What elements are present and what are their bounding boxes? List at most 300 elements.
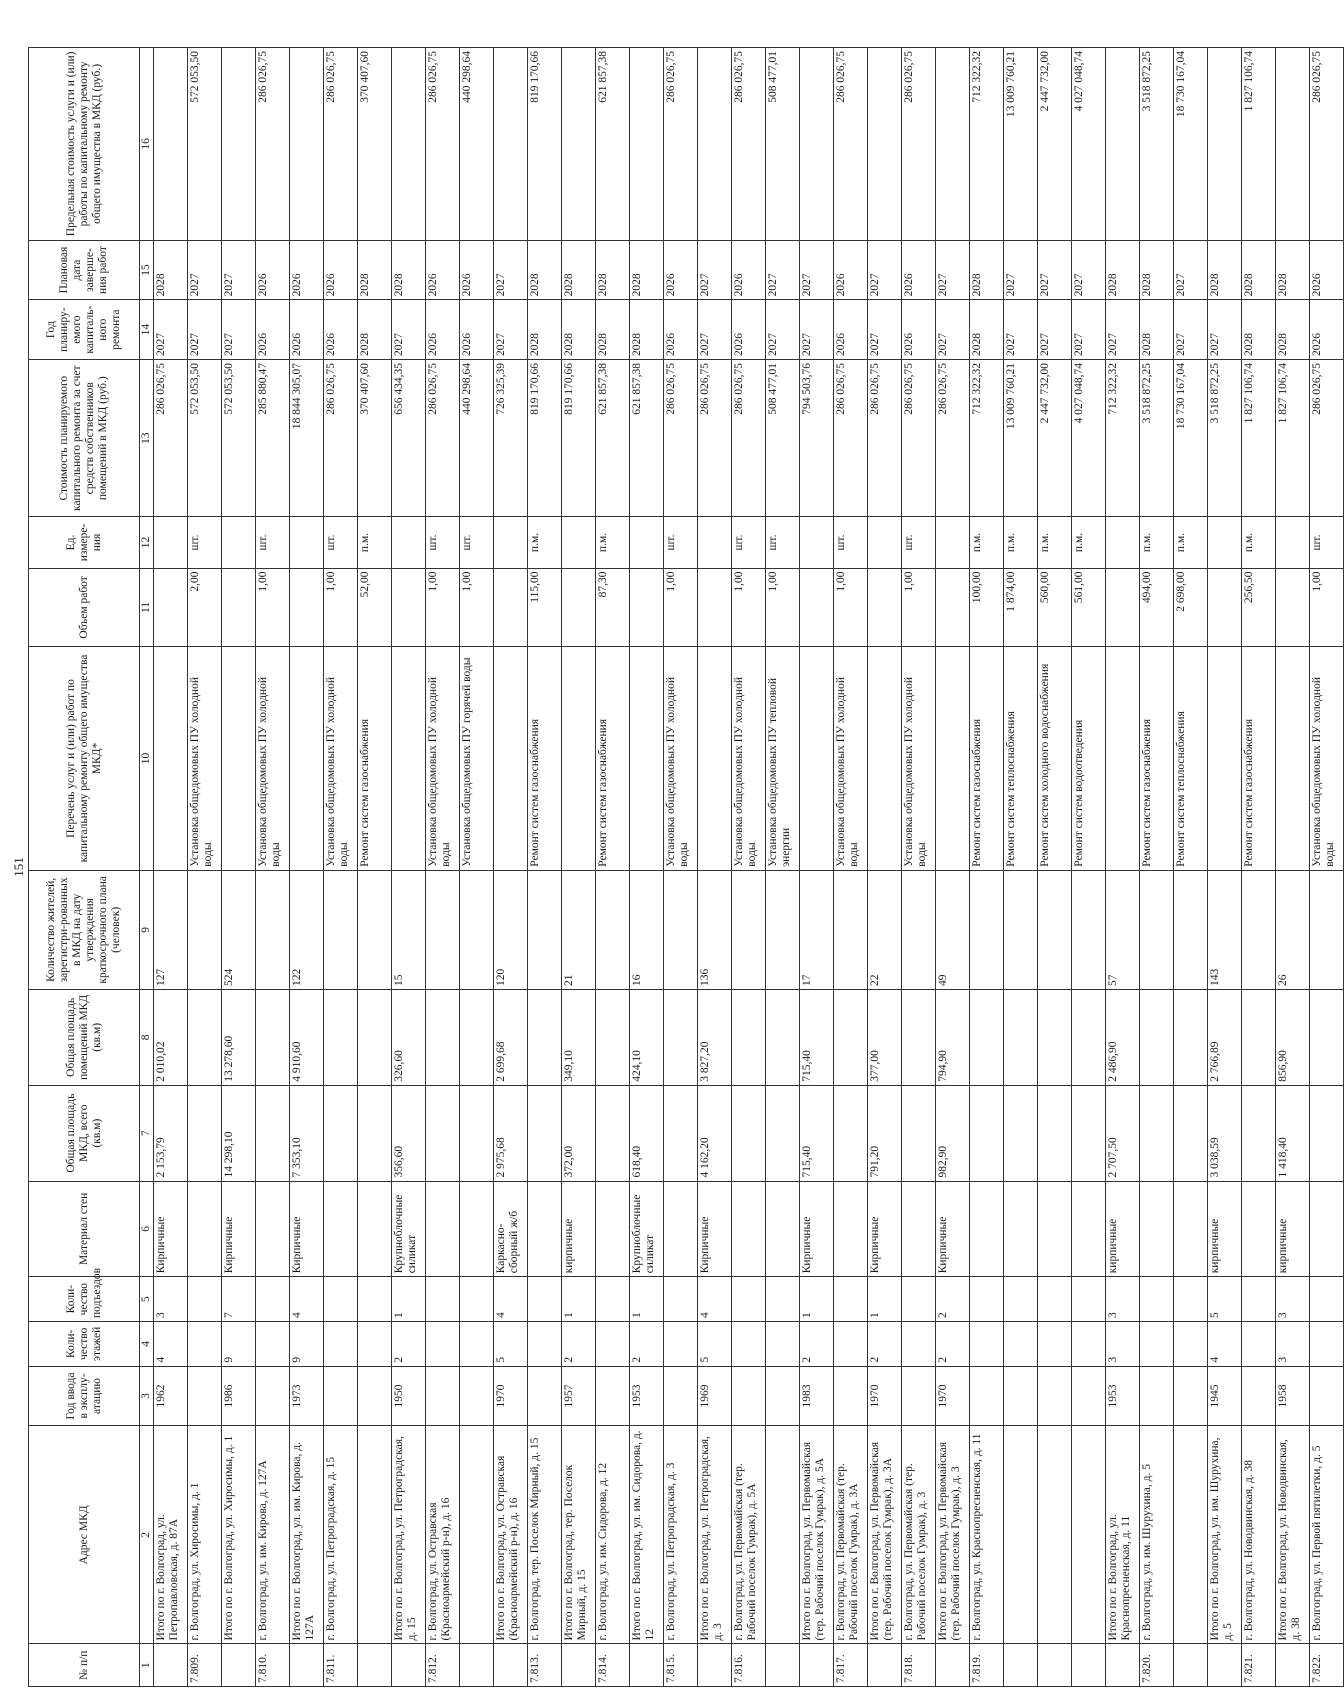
table-body bbox=[154, 48, 1344, 1687]
cell-col-4 bbox=[902, 1321, 936, 1366]
cell-col-11 bbox=[868, 568, 902, 647]
cell-col-5: 5 bbox=[1208, 1277, 1242, 1322]
cell-col-8 bbox=[664, 989, 698, 1085]
cell-col-4 bbox=[664, 1321, 698, 1366]
cell-col-16 bbox=[392, 48, 426, 241]
cell-col-6 bbox=[1072, 1181, 1106, 1277]
cell-col-12 bbox=[494, 517, 528, 568]
cell-col-6 bbox=[1038, 1181, 1072, 1277]
cell-col-3 bbox=[902, 1366, 936, 1426]
cell-col-11: 87,30 bbox=[596, 568, 630, 647]
cell-col-9 bbox=[324, 870, 358, 989]
cell-col-3 bbox=[528, 1366, 562, 1426]
column-number-10: 10 bbox=[140, 647, 154, 871]
cell-col-15: 2027 bbox=[494, 240, 528, 300]
cell-col-8 bbox=[358, 989, 392, 1085]
total-row bbox=[392, 48, 426, 1687]
cell-col-5: 1 bbox=[562, 1277, 596, 1322]
cell-col-16: 508 477,01 bbox=[766, 48, 800, 241]
column-number-9: 9 bbox=[140, 870, 154, 989]
cell-col-13: 286 026,75 bbox=[936, 359, 970, 517]
cell-col-9 bbox=[460, 870, 494, 989]
cell-col-4: 2 bbox=[868, 1321, 902, 1366]
cell-col-13: 286 026,75 bbox=[698, 359, 732, 517]
cell-col-9 bbox=[1242, 870, 1276, 989]
cell-col-14: 2027 bbox=[936, 300, 970, 360]
cell-col-13: 656 434,35 bbox=[392, 359, 426, 517]
cell-col-9 bbox=[596, 870, 630, 989]
total-row bbox=[800, 48, 834, 1687]
column-header-1: № п/п bbox=[29, 1644, 140, 1687]
column-header-15: Плановая дата заверше-ния работ bbox=[29, 240, 140, 300]
cell-col-14: 2026 bbox=[426, 300, 460, 360]
cell-col-11: 1,00 bbox=[1310, 568, 1344, 647]
cell-col-6 bbox=[256, 1181, 290, 1277]
cell-col-9 bbox=[256, 870, 290, 989]
column-header-8: Общая площадь помещений МКД (кв.м) bbox=[29, 989, 140, 1085]
cell-col-4: 2 bbox=[936, 1321, 970, 1366]
cell-col-4 bbox=[1072, 1321, 1106, 1366]
cell-col-11 bbox=[290, 568, 324, 647]
cell-col-15: 2026 bbox=[290, 240, 324, 300]
cell-col-15: 2028 bbox=[1242, 240, 1276, 300]
cell-col-8 bbox=[324, 989, 358, 1085]
cell-col-14: 2027 bbox=[1174, 300, 1208, 360]
cell-col-4 bbox=[188, 1321, 222, 1366]
cell-col-1: 7.819. bbox=[970, 1644, 1004, 1687]
cell-col-12: п.м. bbox=[1140, 517, 1174, 568]
table-row bbox=[188, 48, 222, 1687]
cell-col-15: 2027 bbox=[1038, 240, 1072, 300]
cell-col-10: Установка общедомовых ПУ холодной воды bbox=[732, 647, 766, 871]
cell-col-16: 3 518 872,25 bbox=[1140, 48, 1174, 241]
total-row bbox=[1276, 48, 1310, 1687]
cell-col-6 bbox=[970, 1181, 1004, 1277]
cell-col-11 bbox=[936, 568, 970, 647]
cell-col-13: 18 730 167,04 bbox=[1174, 359, 1208, 517]
cell-col-16: 819 170,66 bbox=[528, 48, 562, 241]
cell-col-11: 1,00 bbox=[902, 568, 936, 647]
cell-col-1 bbox=[698, 1644, 732, 1687]
column-number-6: 6 bbox=[140, 1181, 154, 1277]
cell-col-10: Ремонт систем холодного водоснабжения bbox=[1038, 647, 1072, 871]
cell-col-13: 18 844 305,07 bbox=[290, 359, 324, 517]
column-number-5: 5 bbox=[140, 1277, 154, 1322]
cell-col-12: шт. bbox=[766, 517, 800, 568]
cell-col-3: 1957 bbox=[562, 1366, 596, 1426]
header-row bbox=[29, 48, 140, 1687]
cell-col-4: 5 bbox=[698, 1321, 732, 1366]
cell-col-2: Итого по г. Волгоград, ул. им. Сидорова, д. 12 bbox=[630, 1426, 664, 1644]
cell-col-8: 349,10 bbox=[562, 989, 596, 1085]
cell-col-16: 13 009 760,21 bbox=[1004, 48, 1038, 241]
cell-col-13: 1 827 106,74 bbox=[1242, 359, 1276, 517]
cell-col-9: 524 bbox=[222, 870, 256, 989]
cell-col-12 bbox=[1276, 517, 1310, 568]
cell-col-12: п.м. bbox=[358, 517, 392, 568]
cell-col-16 bbox=[868, 48, 902, 241]
cell-col-2: Итого по г. Волгоград, ул. Остравская (Красноармейский р-н), д. 16 bbox=[494, 1426, 528, 1644]
cell-col-2: г. Волгоград, ул. Петроградская, д. 3 bbox=[664, 1426, 698, 1644]
cell-col-11 bbox=[222, 568, 256, 647]
cell-col-6 bbox=[1242, 1181, 1276, 1277]
cell-col-1: 7.822. bbox=[1310, 1644, 1344, 1687]
cell-col-3: 1958 bbox=[1276, 1366, 1310, 1426]
cell-col-7 bbox=[426, 1085, 460, 1181]
cell-col-4: 9 bbox=[222, 1321, 256, 1366]
cell-col-2: Итого по г. Волгоград, ул. Первомайская (тер. Рабочий поселок Гумрак), д. 3А bbox=[868, 1426, 902, 1644]
cell-col-4 bbox=[1004, 1321, 1038, 1366]
cell-col-14: 2026 bbox=[324, 300, 358, 360]
cell-col-8 bbox=[902, 989, 936, 1085]
cell-col-9: 17 bbox=[800, 870, 834, 989]
cell-col-3: 1986 bbox=[222, 1366, 256, 1426]
cell-col-14: 2026 bbox=[732, 300, 766, 360]
cell-col-2: г. Волгоград, ул. Петроградская, д. 15 bbox=[324, 1426, 358, 1644]
cell-col-8 bbox=[188, 989, 222, 1085]
cell-col-9 bbox=[766, 870, 800, 989]
cell-col-10: Установка общедомовых ПУ холодной воды bbox=[324, 647, 358, 871]
cell-col-6: кирпичные bbox=[1276, 1181, 1310, 1277]
cell-col-10 bbox=[630, 647, 664, 871]
cell-col-16 bbox=[800, 48, 834, 241]
cell-col-14: 2026 bbox=[834, 300, 868, 360]
cell-col-7 bbox=[834, 1085, 868, 1181]
cell-col-2: Итого по г. Волгоград, ул. Хиросимы, д. 1 bbox=[222, 1426, 256, 1644]
cell-col-3 bbox=[1072, 1366, 1106, 1426]
cell-col-8: 3 827,20 bbox=[698, 989, 732, 1085]
cell-col-2: Итого по г. Волгоград, ул. им. Шурухина, д. 5 bbox=[1208, 1426, 1242, 1644]
table-row bbox=[1072, 48, 1106, 1687]
cell-col-13: 3 518 872,25 bbox=[1208, 359, 1242, 517]
cell-col-11: 1 874,00 bbox=[1004, 568, 1038, 647]
cell-col-11: 1,00 bbox=[834, 568, 868, 647]
cell-col-2 bbox=[1038, 1426, 1072, 1644]
cell-col-10: Ремонт систем газоснабжения bbox=[970, 647, 1004, 871]
cell-col-7: 3 038,59 bbox=[1208, 1085, 1242, 1181]
cell-col-14: 2026 bbox=[256, 300, 290, 360]
cell-col-6 bbox=[1004, 1181, 1038, 1277]
cell-col-6 bbox=[1140, 1181, 1174, 1277]
table-row bbox=[664, 48, 698, 1687]
cell-col-15: 2026 bbox=[664, 240, 698, 300]
cell-col-15: 2028 bbox=[392, 240, 426, 300]
cell-col-15: 2028 bbox=[358, 240, 392, 300]
cell-col-8 bbox=[1174, 989, 1208, 1085]
cell-col-10 bbox=[222, 647, 256, 871]
cell-col-15: 2026 bbox=[1310, 240, 1344, 300]
cell-col-8: 2 486,90 bbox=[1106, 989, 1140, 1085]
cell-col-1 bbox=[1072, 1644, 1106, 1687]
cell-col-15: 2027 bbox=[1072, 240, 1106, 300]
cell-col-16: 440 298,64 bbox=[460, 48, 494, 241]
cell-col-5 bbox=[1038, 1277, 1072, 1322]
cell-col-1 bbox=[1004, 1644, 1038, 1687]
cell-col-8 bbox=[1140, 989, 1174, 1085]
cell-col-4 bbox=[1140, 1321, 1174, 1366]
cell-col-7 bbox=[732, 1085, 766, 1181]
cell-col-3 bbox=[596, 1366, 630, 1426]
cell-col-3 bbox=[1242, 1366, 1276, 1426]
cell-col-13: 726 325,39 bbox=[494, 359, 528, 517]
cell-col-5 bbox=[834, 1277, 868, 1322]
cell-col-13: 286 026,75 bbox=[902, 359, 936, 517]
cell-col-9 bbox=[970, 870, 1004, 989]
cell-col-7: 372,00 bbox=[562, 1085, 596, 1181]
cell-col-14: 2026 bbox=[1310, 300, 1344, 360]
cell-col-16: 370 407,60 bbox=[358, 48, 392, 241]
cell-col-16 bbox=[562, 48, 596, 241]
cell-col-2: Итого по г. Волгоград, ул. им. Кирова, д. 127А bbox=[290, 1426, 324, 1644]
cell-col-7: 1 418,40 bbox=[1276, 1085, 1310, 1181]
cell-col-6: Крупноблочные силикат bbox=[392, 1181, 426, 1277]
cell-col-14: 2027 bbox=[800, 300, 834, 360]
cell-col-12 bbox=[562, 517, 596, 568]
cell-col-3 bbox=[834, 1366, 868, 1426]
cell-col-15: 2028 bbox=[970, 240, 1004, 300]
cell-col-1 bbox=[358, 1644, 392, 1687]
cell-col-16: 286 026,75 bbox=[664, 48, 698, 241]
cell-col-10: Установка общедомовых ПУ холодной воды bbox=[1310, 647, 1344, 871]
cell-col-16: 712 322,32 bbox=[970, 48, 1004, 241]
cell-col-12: п.м. bbox=[528, 517, 562, 568]
cell-col-7: 4 162,20 bbox=[698, 1085, 732, 1181]
column-header-2: Адрес МКД bbox=[29, 1426, 140, 1644]
cell-col-12: п.м. bbox=[970, 517, 1004, 568]
cell-col-1 bbox=[562, 1644, 596, 1687]
cell-col-11: 561,00 bbox=[1072, 568, 1106, 647]
column-header-7: Общая площадь МКД, всего (кв.м) bbox=[29, 1085, 140, 1181]
cell-col-13: 819 170,66 bbox=[528, 359, 562, 517]
column-number-2: 2 bbox=[140, 1426, 154, 1644]
cell-col-11: 1,00 bbox=[256, 568, 290, 647]
cell-col-1 bbox=[800, 1644, 834, 1687]
cell-col-4: 4 bbox=[1208, 1321, 1242, 1366]
cell-col-9 bbox=[732, 870, 766, 989]
column-number-7: 7 bbox=[140, 1085, 154, 1181]
column-number-1: 1 bbox=[140, 1644, 154, 1687]
cell-col-15: 2026 bbox=[256, 240, 290, 300]
cell-col-1 bbox=[1038, 1644, 1072, 1687]
cell-col-7: 14 298,10 bbox=[222, 1085, 256, 1181]
total-row bbox=[1208, 48, 1242, 1687]
cell-col-4 bbox=[834, 1321, 868, 1366]
cell-col-15: 2027 bbox=[868, 240, 902, 300]
cell-col-4 bbox=[732, 1321, 766, 1366]
cell-col-7 bbox=[460, 1085, 494, 1181]
cell-col-6 bbox=[358, 1181, 392, 1277]
cell-col-8: 377,00 bbox=[868, 989, 902, 1085]
cell-col-2 bbox=[460, 1426, 494, 1644]
cell-col-4: 2 bbox=[630, 1321, 664, 1366]
column-number-3: 3 bbox=[140, 1366, 154, 1426]
cell-col-10: Ремонт систем газоснабжения bbox=[596, 647, 630, 871]
cell-col-16 bbox=[290, 48, 324, 241]
cell-col-11 bbox=[1106, 568, 1140, 647]
cell-col-10: Установка общедомовых ПУ холодной воды bbox=[256, 647, 290, 871]
cell-col-11 bbox=[392, 568, 426, 647]
cell-col-1 bbox=[630, 1644, 664, 1687]
cell-col-11: 2 698,00 bbox=[1174, 568, 1208, 647]
cell-col-12: п.м. bbox=[1174, 517, 1208, 568]
cell-col-7 bbox=[1174, 1085, 1208, 1181]
cell-col-10: Установка общедомовых ПУ тепловой энергии bbox=[766, 647, 800, 871]
cell-col-5 bbox=[358, 1277, 392, 1322]
cell-col-7 bbox=[664, 1085, 698, 1181]
cell-col-14: 2028 bbox=[596, 300, 630, 360]
cell-col-14: 2027 bbox=[1106, 300, 1140, 360]
cell-col-1 bbox=[1174, 1644, 1208, 1687]
cell-col-6 bbox=[766, 1181, 800, 1277]
cell-col-16: 1 827 106,74 bbox=[1242, 48, 1276, 241]
cell-col-6: Кирпичные bbox=[936, 1181, 970, 1277]
cell-col-5: 3 bbox=[154, 1277, 188, 1322]
cell-col-7 bbox=[1310, 1085, 1344, 1181]
cell-col-12: п.м. bbox=[1004, 517, 1038, 568]
cell-col-3 bbox=[732, 1366, 766, 1426]
cell-col-4 bbox=[528, 1321, 562, 1366]
cell-col-1: 7.814. bbox=[596, 1644, 630, 1687]
cell-col-12: п.м. bbox=[596, 517, 630, 568]
cell-col-16: 286 026,75 bbox=[834, 48, 868, 241]
cell-col-10: Ремонт систем теплоснабжения bbox=[1174, 647, 1208, 871]
cell-col-15: 2028 bbox=[562, 240, 596, 300]
cell-col-10 bbox=[1276, 647, 1310, 871]
cell-col-15: 2026 bbox=[324, 240, 358, 300]
cell-col-3: 1969 bbox=[698, 1366, 732, 1426]
cell-col-7 bbox=[596, 1085, 630, 1181]
cell-col-14: 2026 bbox=[460, 300, 494, 360]
cell-col-12: п.м. bbox=[1242, 517, 1276, 568]
cell-col-14: 2028 bbox=[1140, 300, 1174, 360]
cell-col-12: шт. bbox=[460, 517, 494, 568]
cell-col-11 bbox=[154, 568, 188, 647]
cell-col-6 bbox=[460, 1181, 494, 1277]
cell-col-3: 1970 bbox=[494, 1366, 528, 1426]
cell-col-11: 1,00 bbox=[324, 568, 358, 647]
total-row bbox=[936, 48, 970, 1687]
cell-col-6: Кирпичные bbox=[154, 1181, 188, 1277]
cell-col-2: г. Волгоград, ул. им. Шурухина, д. 5 bbox=[1140, 1426, 1174, 1644]
cell-col-9: 22 bbox=[868, 870, 902, 989]
cell-col-10: Ремонт систем теплоснабжения bbox=[1004, 647, 1038, 871]
cell-col-12 bbox=[800, 517, 834, 568]
column-header-10: Перечень услуг и (или) работ по капитальному ремонту общего имущества МКД* bbox=[29, 647, 140, 871]
cell-col-11: 2,00 bbox=[188, 568, 222, 647]
cell-col-7 bbox=[528, 1085, 562, 1181]
table-row bbox=[1174, 48, 1208, 1687]
cell-col-11: 560,00 bbox=[1038, 568, 1072, 647]
cell-col-7: 2 153,79 bbox=[154, 1085, 188, 1181]
cell-col-5 bbox=[1174, 1277, 1208, 1322]
cell-col-8: 2 699,68 bbox=[494, 989, 528, 1085]
cell-col-5 bbox=[188, 1277, 222, 1322]
cell-col-16: 286 026,75 bbox=[732, 48, 766, 241]
column-header-12: Ед. измере-ния bbox=[29, 517, 140, 568]
cell-col-13: 286 026,75 bbox=[834, 359, 868, 517]
cell-col-7 bbox=[1038, 1085, 1072, 1181]
cell-col-16: 4 027 048,74 bbox=[1072, 48, 1106, 241]
cell-col-11 bbox=[800, 568, 834, 647]
cell-col-8 bbox=[834, 989, 868, 1085]
cell-col-6 bbox=[528, 1181, 562, 1277]
cell-col-4: 2 bbox=[392, 1321, 426, 1366]
cell-col-5 bbox=[596, 1277, 630, 1322]
column-header-5: Коли-чество подъездов bbox=[29, 1277, 140, 1322]
cell-col-3: 1953 bbox=[1106, 1366, 1140, 1426]
cell-col-3: 1945 bbox=[1208, 1366, 1242, 1426]
cell-col-4: 2 bbox=[562, 1321, 596, 1366]
cell-col-6 bbox=[188, 1181, 222, 1277]
cell-col-14: 2027 bbox=[1072, 300, 1106, 360]
cell-col-2: г. Волгоград, ул. Краснопресненская, д. 11 bbox=[970, 1426, 1004, 1644]
cell-col-4: 5 bbox=[494, 1321, 528, 1366]
cell-col-1: 7.812. bbox=[426, 1644, 460, 1687]
cell-col-9: 120 bbox=[494, 870, 528, 989]
cell-col-10 bbox=[154, 647, 188, 871]
cell-col-1 bbox=[222, 1644, 256, 1687]
cell-col-4 bbox=[358, 1321, 392, 1366]
cell-col-14: 2028 bbox=[562, 300, 596, 360]
cell-col-4: 2 bbox=[800, 1321, 834, 1366]
cell-col-12: шт. bbox=[426, 517, 460, 568]
cell-col-6 bbox=[664, 1181, 698, 1277]
table-row bbox=[460, 48, 494, 1687]
cell-col-8 bbox=[1004, 989, 1038, 1085]
cell-col-12: п.м. bbox=[1038, 517, 1072, 568]
rotated-landscape-sheet bbox=[11, 47, 1336, 1687]
page-number: 151 bbox=[11, 857, 26, 877]
total-row bbox=[154, 48, 188, 1687]
cell-col-8 bbox=[1038, 989, 1072, 1085]
cell-col-12 bbox=[868, 517, 902, 568]
cell-col-3 bbox=[1038, 1366, 1072, 1426]
cell-col-9 bbox=[1140, 870, 1174, 989]
cell-col-10: Установка общедомовых ПУ холодной воды bbox=[664, 647, 698, 871]
cell-col-5 bbox=[1140, 1277, 1174, 1322]
cell-col-15: 2027 bbox=[1174, 240, 1208, 300]
cell-col-12: шт. bbox=[1310, 517, 1344, 568]
cell-col-14: 2027 bbox=[154, 300, 188, 360]
cell-col-6 bbox=[1310, 1181, 1344, 1277]
cell-col-13: 508 477,01 bbox=[766, 359, 800, 517]
cell-col-13: 3 518 872,25 bbox=[1140, 359, 1174, 517]
cell-col-7 bbox=[256, 1085, 290, 1181]
cell-col-9: 21 bbox=[562, 870, 596, 989]
cell-col-3 bbox=[256, 1366, 290, 1426]
cell-col-2: Итого по г. Волгоград, ул. Петроградская, д. 15 bbox=[392, 1426, 426, 1644]
cell-col-5: 3 bbox=[1276, 1277, 1310, 1322]
cell-col-4 bbox=[426, 1321, 460, 1366]
cell-col-12 bbox=[392, 517, 426, 568]
cell-col-10 bbox=[698, 647, 732, 871]
cell-col-3: 1970 bbox=[936, 1366, 970, 1426]
cell-col-15: 2027 bbox=[222, 240, 256, 300]
cell-col-4 bbox=[324, 1321, 358, 1366]
cell-col-6 bbox=[732, 1181, 766, 1277]
cell-col-15: 2028 bbox=[528, 240, 562, 300]
cell-col-16: 286 026,75 bbox=[426, 48, 460, 241]
cell-col-15: 2027 bbox=[698, 240, 732, 300]
cell-col-8: 424,10 bbox=[630, 989, 664, 1085]
cell-col-8 bbox=[732, 989, 766, 1085]
cell-col-5: 4 bbox=[290, 1277, 324, 1322]
cell-col-4 bbox=[766, 1321, 800, 1366]
column-number-16: 16 bbox=[140, 48, 154, 241]
cell-col-14: 2028 bbox=[970, 300, 1004, 360]
cell-col-11 bbox=[1276, 568, 1310, 647]
cell-col-5 bbox=[528, 1277, 562, 1322]
